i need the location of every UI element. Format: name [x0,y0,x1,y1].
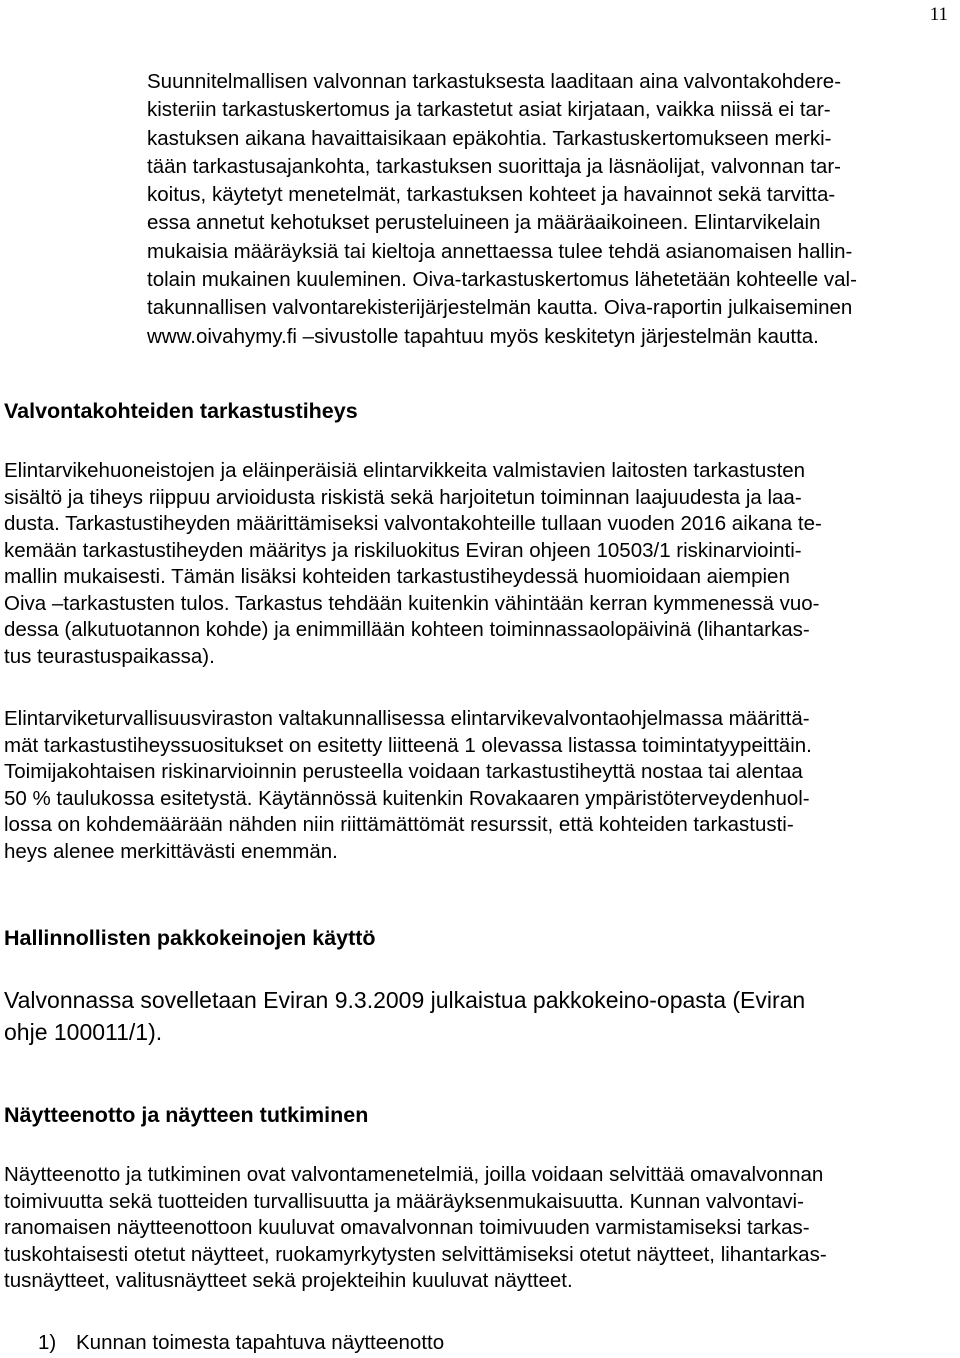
text-line: Valvonnassa sovelletaan Eviran 9.3.2009 julkaistua pakkokeino-opasta (Eviran [4,987,806,1013]
page-number: 11 [929,4,948,25]
text-line: toimivuutta sekä tuotteiden turvallisuutta ja määräyksenmukaisuutta. Kunnan valvontavi- [4,1189,804,1213]
text-line: sisältö ja tiheys riippuu arvioidusta riskistä sekä harjoitetun toiminnan laajuudesta ja laa- [4,485,802,509]
text-line: ranomaisen näytteenottoon kuuluvat omavalvonnan toimivuuden varmistamiseksi tarkas- [4,1216,810,1239]
text-line: tolain mukainen kuuleminen. Oiva-tarkastuskertomus lähetetään kohteelle val- [147,268,857,292]
text-line: kemään tarkastustiheyden määritys ja riskiluokitus Eviran ohjeen 10503/1 riskinarviointi- [4,538,802,562]
packaging-paragraph [4,985,805,1048]
text-line: Toimijakohtaisen riskinarvioinnin perusteella voidaan tarkastustiheyttä nostaa tai alentaa [4,760,803,783]
text-line: tään tarkastusajankohta, tarkastuksen suorittaja ja läsnäolijat, valvonnan tar- [147,154,841,178]
text-line: ohje 100011/1). [4,1018,163,1045]
text-line: dusta. Tarkastustiheyden määrittämiseksi valvontakohteille tullaan vuoden 2016 aikana te- [4,512,822,535]
text-line: lossa on kohdemäärään nähden niin riittämättömät resurssit, että kohteiden tarkastusti- [4,813,794,836]
section-heading-packaging: Hallinnollisten pakkokeinojen käyttö [4,926,376,950]
text-line: tusnäytteet, valitusnäytteet sekä projekteihin kuuluvat näytteet. [4,1269,573,1292]
section-heading-frequency: Valvontakohteiden tarkastustiheys [4,399,358,423]
text-line: Suunnitelmallisen valvonnan tarkastuksesta laaditaan aina valvontakohdere- [147,70,842,93]
text-line: mät tarkastustiheyssuositukset on esitetty liitteenä 1 olevassa listassa toimintatyypeittäin. [4,733,812,757]
text-line: heys alenee merkittävästi enemmän. [4,839,338,863]
text-line: essa annetut kehotukset perusteluineen ja määräaikoineen. Elintarvikelain [147,211,821,235]
text-line: tuskohtaisesti otetut näytteet, ruokamyrkytysten selvittämiseksi otetut näytteet, lihantarkas- [4,1242,827,1266]
list-item-text: Kunnan toimesta tapahtuva näytteenotto [76,1331,445,1354]
text-line: tus teurastuspaikassa). [4,644,215,668]
text-line: Elintarviketurvallisuusviraston valtakunnallisessa elintarvikevalvontaohjelmassa määrittä- [4,707,810,730]
text-line: 50 % taulukossa esitetystä. Käytännössä kuitenkin Rovakaaren ympäristöterveydenhuol- [4,786,810,810]
text-line: mallin mukaisesti. Tämän lisäksi kohteiden tarkastustiheydessä huomioidaan aiempien [4,565,790,588]
text-line: dessa (alkutuotannon kohde) ja enimmillään kohteen toiminnassaolopäivinä (lihantarkas- [4,618,810,641]
text-line: takunnallisen valvontarekisterijärjestelmän kautta. Oiva-raportin julkaiseminen [147,296,853,320]
intro-paragraph [147,68,857,351]
list-item [38,1330,444,1356]
text-line: Elintarvikehuoneistojen ja eläinperäisiä elintarvikkeita valmistavien laitosten tarkastusten [4,459,806,482]
text-line: www.oivahymy.fi –sivustolle tapahtuu myös keskitetyn järjestelmän kautta. [147,324,819,348]
sampling-paragraph [4,1162,827,1295]
text-line: Oiva –tarkastusten tulos. Tarkastus tehdään kuitenkin vähintään kerran kymmenessä vuo- [4,591,820,615]
text-line: kisteriin tarkastuskertomus ja tarkastetut asiat kirjataan, vaikka niissä ei tar- [147,98,831,122]
text-line: koitus, käytetyt menetelmät, tarkastuksen kohteet ja havainnot sekä tarvitta- [147,183,836,207]
text-line: mukaisia määräyksiä tai kieltoja annettaessa tulee tehdä asianomaisen hallin- [147,239,853,263]
frequency-paragraph-2 [4,706,812,865]
list-item-number: 1) [38,1331,57,1354]
frequency-paragraph-1 [4,458,822,670]
text-line: Näytteenotto ja tutkiminen ovat valvontamenetelmiä, joilla voidaan selvittää omavalvonnan [4,1163,824,1186]
text-line: kastuksen aikana havaittaisikaan epäkohtia. Tarkastuskertomukseen merki- [147,126,832,150]
section-heading-sampling: Näytteenotto ja näytteen tutkiminen [4,1103,369,1127]
